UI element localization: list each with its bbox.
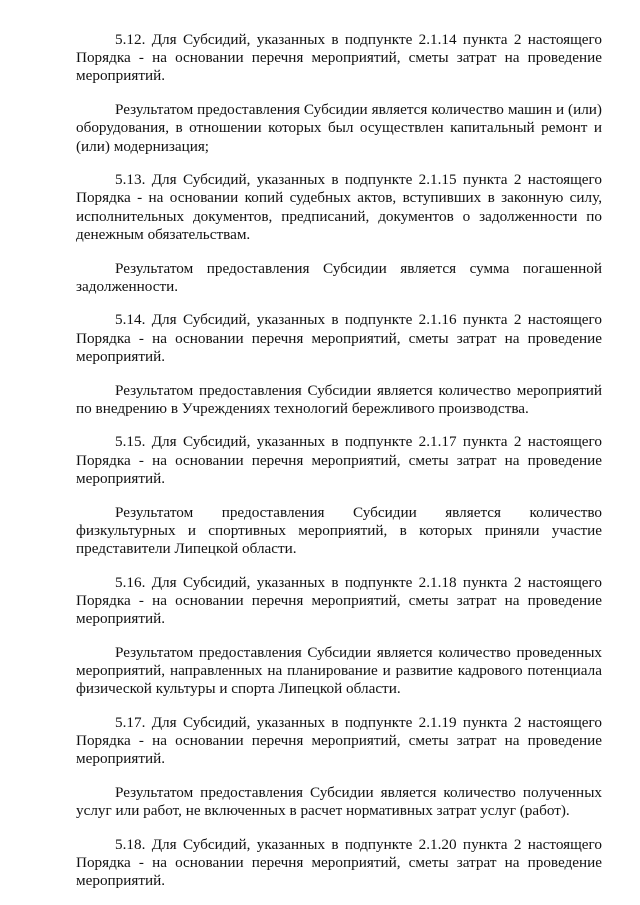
paragraph-5-12: 5.12. Для Субсидий, указанных в подпункте 2.1.14 пункта 2 настоящего Порядка - на основании перечня мероприятий, сметы затрат на проведение мероприятий. xyxy=(76,31,602,85)
paragraph-5-18: 5.18. Для Субсидий, указанных в подпункте 2.1.20 пункта 2 настоящего Порядка - на основании перечня мероприятий, сметы затрат на проведение мероприятий. xyxy=(76,835,602,890)
paragraph-5-16-result: Результатом предоставления Субсидии является количество проведенных мероприятий, направленных на планирование и развитие кадрового потенциала физической культуры и спорта Липецкой области. xyxy=(76,643,602,698)
paragraph-5-17-result: Результатом предоставления Субсидии является количество полученных услуг или работ, не включенных в расчет нормативных затрат услуг (работ). xyxy=(76,784,602,820)
paragraph-5-13: 5.13. Для Субсидий, указанных в подпункте 2.1.15 пункта 2 настоящего Порядка - на основании копий судебных актов, вступивших в законную силу, исполнительных документов, предписаний, документов о задолженности по денежным обязательствам. xyxy=(76,171,602,243)
paragraph-5-15: 5.15. Для Субсидий, указанных в подпункте 2.1.17 пункта 2 настоящего Порядка - на основании перечня мероприятий, сметы затрат на проведение мероприятий. xyxy=(76,433,602,487)
paragraph-5-12-result: Результатом предоставления Субсидии является количество машин и (или) оборудования, в отношении которых был осуществлен капитальный ремонт и (или) модернизация; xyxy=(76,101,602,155)
paragraph-5-14: 5.14. Для Субсидий, указанных в подпункте 2.1.16 пункта 2 настоящего Порядка - на основании перечня мероприятий, сметы затрат на проведение мероприятий. xyxy=(76,311,602,365)
paragraph-5-17: 5.17. Для Субсидий, указанных в подпункте 2.1.19 пункта 2 настоящего Порядка - на основании перечня мероприятий, сметы затрат на проведение мероприятий. xyxy=(76,713,602,768)
paragraph-5-13-result: Результатом предоставления Субсидии является сумма погашенной задолженности. xyxy=(76,259,602,295)
paragraph-5-14-result: Результатом предоставления Субсидии является количество мероприятий по внедрению в Учреждениях технологий бережливого производства. xyxy=(76,381,602,417)
paragraph-5-15-result: Результатом предоставления Субсидии является количество физкультурных и спортивных мероприятий, в которых приняли участие представители Липецкой области. xyxy=(76,503,602,557)
paragraph-5-16: 5.16. Для Субсидий, указанных в подпункте 2.1.18 пункта 2 настоящего Порядка - на основании перечня мероприятий, сметы затрат на проведение мероприятий. xyxy=(76,573,602,628)
